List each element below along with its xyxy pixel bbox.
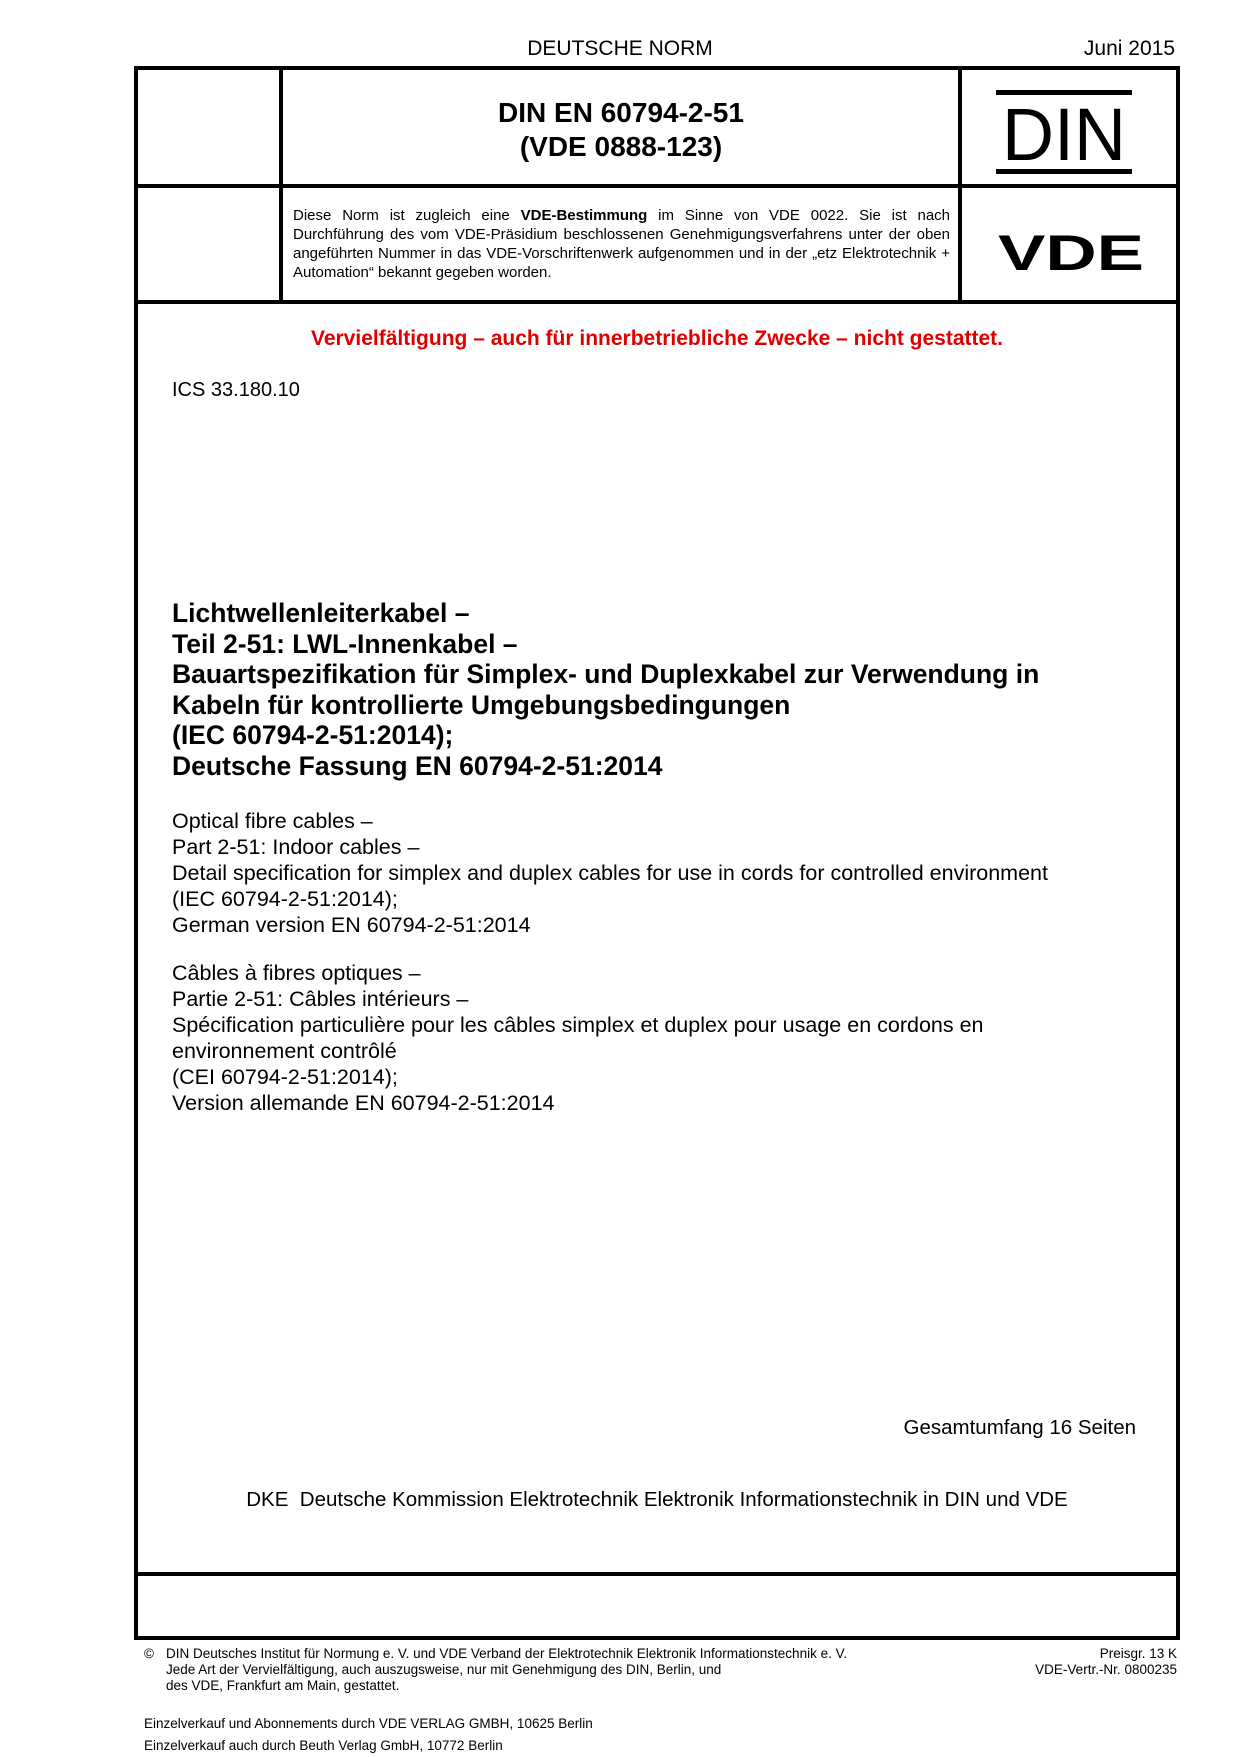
document-type: DEUTSCHE NORM	[527, 37, 713, 60]
title-fr-line: (CEI 60794-2-51:2014);	[172, 1065, 398, 1089]
vde-logo-text: VDE	[998, 230, 1144, 274]
title-de-line: Bauartspezifikation für Simplex- und Duplexkabel zur Verwendung in	[172, 659, 1040, 689]
footer-box-divider	[134, 1572, 1180, 1576]
copyright-line: Jede Art der Vervielfältigung, auch auszugsweise, nur mit Genehmigung des DIN, Berlin, und	[166, 1662, 722, 1677]
header-right-divider	[958, 66, 962, 304]
title-de-line: Kabeln für kontrollierte Umgebungsbedingungen	[172, 689, 791, 720]
title-de-line: Lichtwellenleiterkabel –	[172, 598, 470, 628]
vde-logo	[996, 230, 1146, 274]
title-french	[172, 960, 984, 1116]
standard-number	[284, 96, 958, 164]
header-left-divider	[279, 66, 283, 304]
standard-number-vde: (VDE 0888-123)	[519, 131, 723, 162]
copyright-line: DIN Deutsches Institut für Normung e. V. und VDE Verband der Elektrotechnik Elektronik Informationstechnik e. V.	[166, 1646, 848, 1661]
copyright-symbol: ©	[144, 1646, 154, 1661]
title-en-line: Part 2-51: Indoor cables –	[172, 835, 420, 859]
header-bottom-divider	[134, 300, 1180, 304]
copyright-line: des VDE, Frankfurt am Main, gestattet.	[166, 1678, 400, 1693]
copyright-notice	[144, 1646, 847, 1694]
title-fr-line: Version allemande EN 60794-2-51:2014	[172, 1091, 555, 1115]
title-fr-line: Câbles à fibres optiques –	[172, 961, 421, 985]
vde-note-before: Diese Norm ist zugleich eine	[293, 207, 521, 224]
title-english	[172, 808, 1048, 938]
vde-determination-note	[293, 206, 950, 282]
title-en-line: German version EN 60794-2-51:2014	[172, 913, 531, 937]
title-fr-line: Spécification particulière pour les câbles simplex et duplex pour usage en cordons en	[172, 1013, 984, 1037]
title-de-line: Deutsche Fassung EN 60794-2-51:2014	[172, 750, 663, 781]
din-logo	[996, 90, 1132, 174]
title-en-line: Detail specification for simplex and duplex cables for use in cords for controlled environment	[172, 861, 1048, 885]
total-pages: Gesamtumfang 16 Seiten	[903, 1416, 1136, 1439]
title-fr-line: environnement contrôlé	[172, 1039, 397, 1063]
title-en-line: (IEC 60794-2-51:2014);	[172, 887, 398, 911]
sales-line: Einzelverkauf und Abonnements durch VDE VERLAG GMBH, 10625 Berlin	[144, 1716, 593, 1731]
sales-info	[144, 1713, 593, 1757]
price-group: Preisgr. 13 K	[1099, 1646, 1177, 1661]
standard-number-din: DIN EN 60794-2-51	[498, 97, 744, 128]
title-de-line: (IEC 60794-2-51:2014);	[172, 720, 454, 750]
vde-note-after: im Sinne von VDE 0022. Sie ist nach Durchführung des vom VDE-Präsidium beschlossenen Genehmigungsverfahrens unter der oben angeführten Nummer in das VDE-Vorschriftenwerk aufgenommen und in der „etz Elektrotechnik + Automation“ bekannt gegeben worden.	[293, 207, 950, 281]
dke-committee: DKE Deutsche Kommission Elektrotechnik Elektronik Informationstechnik in DIN und VDE	[246, 1488, 1068, 1511]
title-fr-line: Partie 2-51: Câbles intérieurs –	[172, 987, 469, 1011]
vde-note-bold: VDE-Bestimmung	[520, 207, 648, 224]
reproduction-warning: Vervielfältigung – auch für innerbetriebliche Zwecke – nicht gestattet.	[310, 327, 1003, 350]
ics-code: ICS 33.180.10	[172, 379, 300, 401]
din-logo-text: DIN	[1002, 93, 1126, 174]
title-en-line: Optical fibre cables –	[172, 809, 373, 833]
publication-date: Juni 2015	[1083, 37, 1175, 60]
title-german	[172, 598, 1132, 781]
sales-line: Einzelverkauf auch durch Beuth Verlag GmbH, 10772 Berlin	[144, 1738, 503, 1753]
header-divider	[134, 184, 1180, 188]
vde-distribution-number: VDE-Vertr.-Nr. 0800235	[1035, 1662, 1177, 1677]
title-de-line: Teil 2-51: LWL-Innenkabel –	[172, 628, 518, 659]
price-info	[1035, 1646, 1177, 1678]
